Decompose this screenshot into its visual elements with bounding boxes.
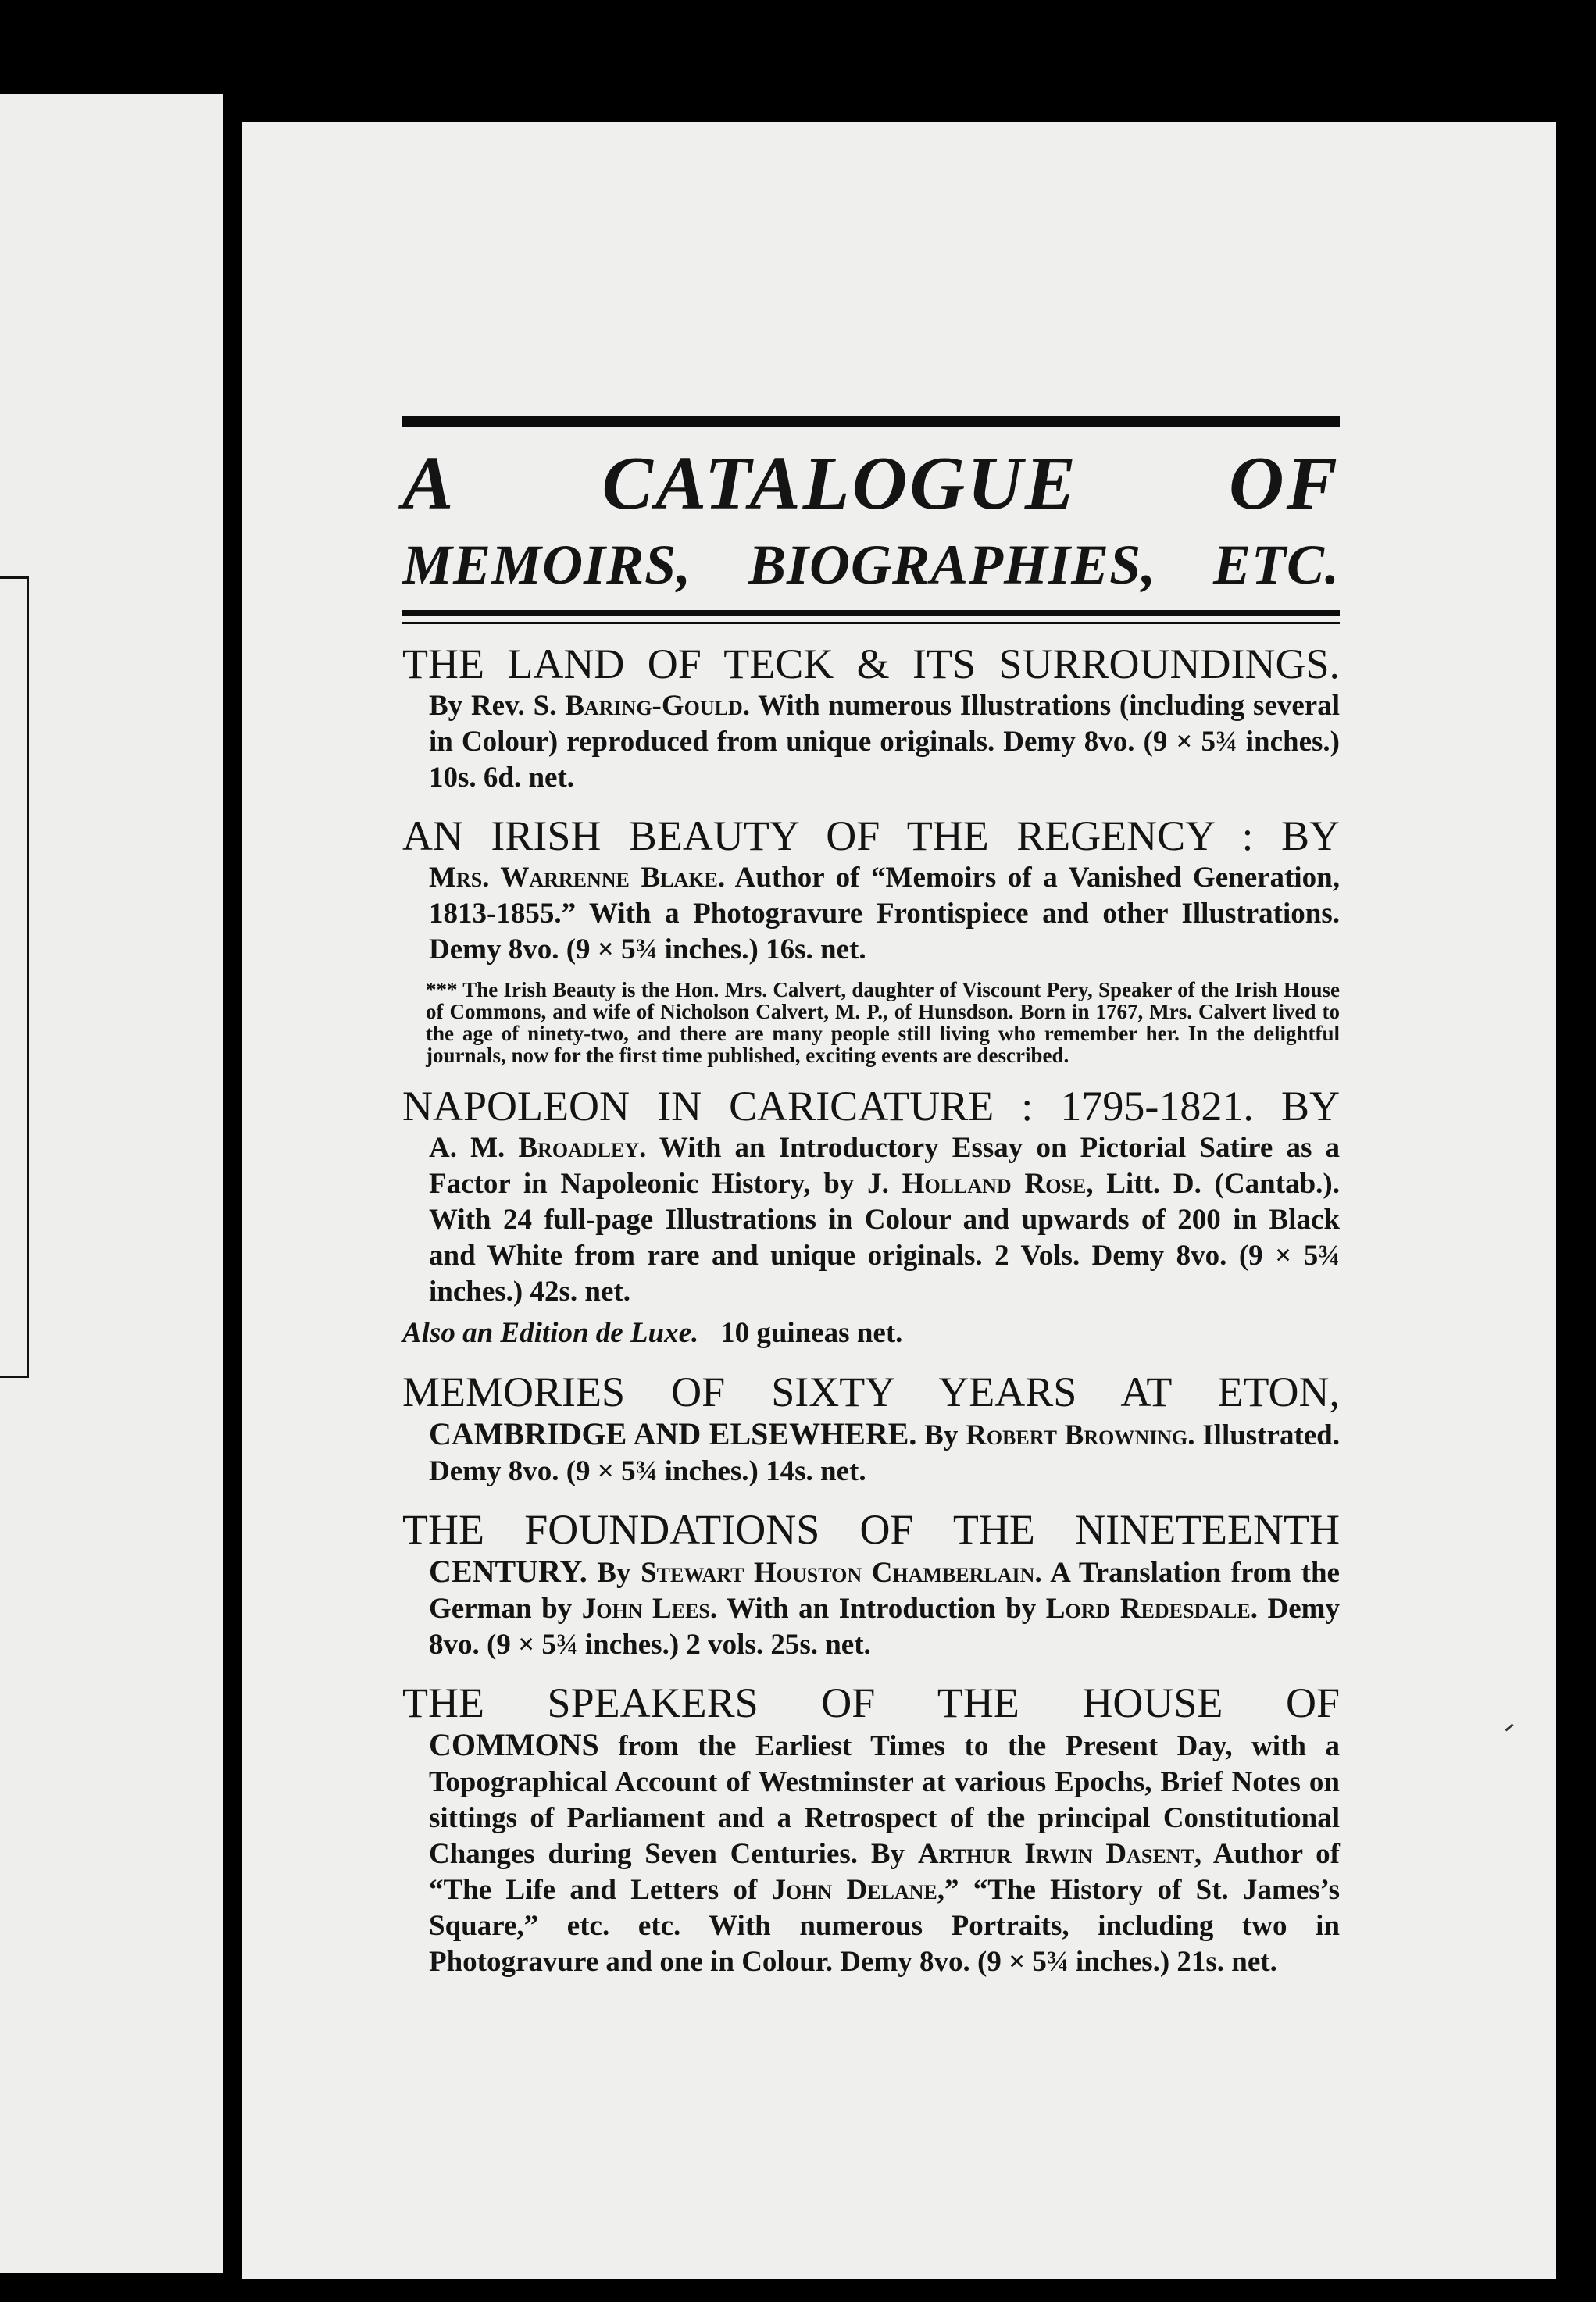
entry-description bbox=[429, 1554, 1340, 1663]
entry-description bbox=[429, 688, 1340, 796]
entry-title: AN IRISH BEAUTY OF THE REGENCY : BY bbox=[402, 812, 1340, 859]
entry-title-continued: COMMONS bbox=[429, 1727, 599, 1762]
entry-text: . With numerous Illustrations (including several in Colour) reproduced from unique originals. Demy 8vo. (9 × 5¾ inches.) 10s. 6d. net. bbox=[429, 690, 1340, 794]
entry-author: Baring-Gould bbox=[565, 690, 743, 722]
entry-note: *** The Irish Beauty is the Hon. Mrs. Calvert, daughter of Viscount Pery, Speaker of the Irish House of Commons, and wife of Nicholson Calvert, M. P., of Hunsdson. Born in 1767, Mrs. Calvert lived to the age of ninety-two, and there are many people still living who remember her. In the delightful journals, now for the first time published, exciting events are described. bbox=[426, 978, 1340, 1067]
edition-label: Also an Edition de Luxe. bbox=[402, 1317, 699, 1349]
catalogue-entry bbox=[402, 641, 1340, 796]
facing-page-frame-rule bbox=[0, 576, 29, 1378]
entry-title: THE FOUNDATIONS OF THE NINETEENTH bbox=[402, 1506, 1340, 1553]
facing-page bbox=[0, 94, 223, 2273]
entry-title: THE SPEAKERS OF THE HOUSE OF bbox=[402, 1679, 1340, 1726]
entry-author: Arthur Irwin Dasent bbox=[917, 1838, 1194, 1870]
entry-description bbox=[429, 1130, 1340, 1310]
catalogue-entry bbox=[402, 1507, 1340, 1663]
entry-author: Lord Redesdale bbox=[1045, 1593, 1251, 1625]
catalogue-content bbox=[402, 416, 1340, 1980]
entry-by: By bbox=[587, 1557, 641, 1589]
entry-text: , Litt. D. (Cantab.). With 24 full-page Illustrations in Colour and upwards of 200 in Black and White from rare and unique originals. 2 Vols. Demy 8vo. (9 × 5¾ inches.) 42s. net. bbox=[429, 1168, 1340, 1308]
entry-description bbox=[429, 1727, 1340, 1980]
catalogue-title: A CATALOGUE OF bbox=[402, 441, 1340, 526]
entry-title: NAPOLEON IN CARICATURE : 1795-1821. BY bbox=[402, 1083, 1340, 1130]
entry-description bbox=[429, 860, 1340, 968]
entry-author: Stewart Houston Chamberlain bbox=[641, 1557, 1035, 1589]
entry-author: Robert Browning bbox=[966, 1419, 1188, 1451]
catalogue-page bbox=[242, 122, 1556, 2279]
catalogue-entry bbox=[402, 813, 1340, 1066]
entry-title: THE LAND OF TECK & ITS SURROUNDINGS. bbox=[402, 641, 1340, 687]
edition-price: 10 guineas net. bbox=[720, 1317, 903, 1349]
top-rule bbox=[402, 416, 1340, 427]
catalogue-entry bbox=[402, 1680, 1340, 1980]
entry-text: . Demy 8vo. (9 × 5¾ inches.) 2 vols. 25s. net. bbox=[429, 1593, 1340, 1661]
entry-author: John Lees bbox=[581, 1593, 710, 1625]
entry-text: , Author of “The Life and Letters of bbox=[429, 1838, 1340, 1906]
entry-text: ,” “The History of St. James’s Square,” etc. etc. With numerous Portraits, including two in Photogravure and one in Colour. Demy 8vo. (9 × 5¾ inches.) 21s. net. bbox=[429, 1874, 1340, 1978]
entry-author: J. Holland Rose bbox=[867, 1168, 1087, 1200]
catalogue-subtitle: MEMOIRS, BIOGRAPHIES, ETC. bbox=[402, 534, 1340, 596]
entry-title: MEMORIES OF SIXTY YEARS AT ETON, bbox=[402, 1369, 1340, 1415]
entry-author: John Delane bbox=[771, 1874, 937, 1906]
entry-text: from the Earliest Times to the Present Day, with a Topographical Account of Westminster at various Epochs, Brief Notes on sittings of Parliament and a Retrospect of the principal Constitutional Changes during Seven Centuries. By bbox=[429, 1730, 1340, 1870]
entry-title-continued: CAMBRIDGE AND ELSEWHERE. bbox=[429, 1416, 917, 1451]
catalogue-entry bbox=[402, 1369, 1340, 1490]
catalogue-entry bbox=[402, 1083, 1340, 1352]
entry-description bbox=[429, 1416, 1340, 1490]
entry-text: . A Translation from the German by bbox=[429, 1557, 1340, 1625]
entry-author: Mrs. Warrenne Blake bbox=[429, 862, 718, 894]
entry-text: . Illustrated. Demy 8vo. (9 × 5¾ inches.) 14s. net. bbox=[429, 1419, 1341, 1487]
entry-author: A. M. Broadley bbox=[429, 1132, 640, 1164]
entry-text: . With an Introduction by bbox=[709, 1593, 1046, 1625]
entry-text: . Author of “Memoirs of a Vanished Generation, 1813-1855.” With a Photogravure Frontispiece and other Illustrations. Demy 8vo. (9 × 5¾ inches.) 16s. net. bbox=[429, 862, 1340, 965]
edition-de-luxe bbox=[402, 1315, 1340, 1352]
entry-by: By Rev. S. bbox=[429, 690, 566, 722]
entry-text: . With an Introductory Essay on Pictorial Satire as a Factor in Napoleonic History, by bbox=[429, 1132, 1340, 1200]
double-rule bbox=[402, 610, 1340, 624]
entry-by: By bbox=[916, 1419, 966, 1451]
entry-title-continued: CENTURY. bbox=[429, 1554, 587, 1589]
